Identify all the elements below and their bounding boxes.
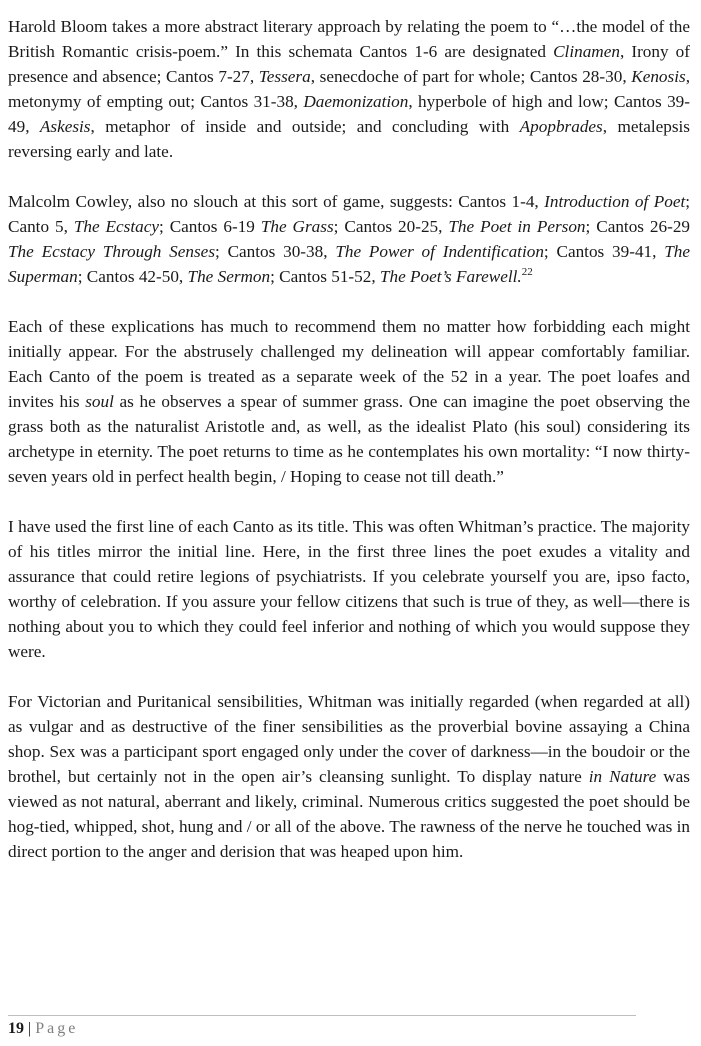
text-run: ; Cantos 42-50, [77,267,188,286]
italic-text: Kenosis [631,67,686,86]
italic-text: Clinamen [553,42,620,61]
italic-text: Introduction of Poet [544,192,686,211]
text-run: , Irony of presence and absence; Cantos 7-27, [8,42,691,86]
text-run: , hyperbole of high and low; Cantos 39-49, [8,92,690,136]
italic-text: The Poet’s Farewell. [379,267,522,286]
document-body [8,14,690,864]
text-run: For Victorian and Puritanical sensibilities, Whitman was initially regarded (when regarded at all) as vulgar and as destructive of the finer sensibilities as the proverbial bovine assaying a China shop. Sex was a participant sport engaged only under the cover of darkness—in the boudoir or the brothel, but certainly not in the open air’s cleansing sunlight. To display nature [8,692,690,786]
footnote-reference: 22 [521,266,533,278]
page-number: 19 [8,1020,24,1037]
text-run: ; Canto 5, [8,192,690,236]
paragraph-canto-titles [8,514,690,664]
paragraph-victorian-sensibilities [8,689,690,864]
text-run: , metaphor of inside and outside; and concluding with [90,117,520,136]
text-run: I have used the first line of each Canto as its title. This was often Whitman’s practice. The majority of his titles mirror the initial line. Here, in the first three lines the poet exudes a vitality and assurance that could retire legions of psychiatrists. If you celebrate yourself you are, ipso facto, worthy of celebration. If you assure your fellow citizens that such is true of they, as well—there is nothing about you to which they could feel inferior and nothing of which you would suppose they were. [8,517,690,661]
text-run: as he observes a spear of summer grass. One can imagine the poet observing the grass both as the naturalist Aristotle and, as well, as the idealist Plato (his soul) considering its archetype in eternity. The poet returns to time as he contemplates his own mortality: “I now thirty-seven years old in perfect health begin, / Hoping to cease not till death.” [8,392,691,486]
italic-text: The Poet in Person [448,217,586,236]
paragraph-explications [8,314,690,489]
italic-text: The Ecstacy [73,217,159,236]
italic-text: in Nature [588,767,657,786]
paragraph-cowley [8,189,690,289]
text-run: ; Cantos 20-25, [333,217,449,236]
italic-text: Tessera [258,67,311,86]
text-run: Malcolm Cowley, also no slouch at this sort of game, suggests: Cantos 1-4, [8,192,545,211]
page-footer [8,1019,78,1039]
italic-text: Askesis [39,117,91,136]
italic-text: The Power of Indentification [335,242,544,261]
text-run: , metalepsis reversing early and late. [8,117,690,161]
italic-text: Apopbrades [519,117,603,136]
text-run: ; Cantos 30-38, [215,242,336,261]
text-run: , senecdoche of part for whole; Cantos 28-30, [310,67,632,86]
italic-text: The Grass [260,217,334,236]
italic-text: The Ecstacy Through Senses [8,242,216,261]
italic-text: The Sermon [187,267,271,286]
footer-separator: | [28,1020,32,1037]
text-run: ; Cantos 51-52, [270,267,380,286]
italic-text: Daemonization [303,92,409,111]
italic-text: soul [85,392,114,411]
page-label: Page [35,1020,79,1037]
footer-divider [8,1015,636,1016]
text-run: Each of these explications has much to recommend them no matter how forbidding each might initially appear. For the abstrusely challenged my delineation will appear comfortably familiar. Each Canto of the poem is treated as a separate week of the 52 in a year. The poet loafes and invites his [8,317,690,411]
text-run: was viewed as not natural, aberrant and likely, criminal. Numerous critics suggested the poet should be hog-tied, whipped, shot, hung and / or all of the above. The rawness of the nerve he touched was in direct portion to the anger and derision that was heaped upon him. [8,767,690,861]
text-run: Harold Bloom takes a more abstract literary approach by relating the poem to “…the model of the British Romantic crisis-poem.” In this schemata Cantos 1-6 are designated [8,17,690,61]
text-run: , metonymy of empting out; Cantos 31-38, [8,67,690,111]
text-run: ; Cantos 39-41, [543,242,665,261]
paragraph-bloom [8,14,690,164]
text-run: ; Cantos 26-29 [585,217,691,236]
italic-text: The Superman [8,242,690,286]
text-run: ; Cantos 6-19 [159,217,261,236]
